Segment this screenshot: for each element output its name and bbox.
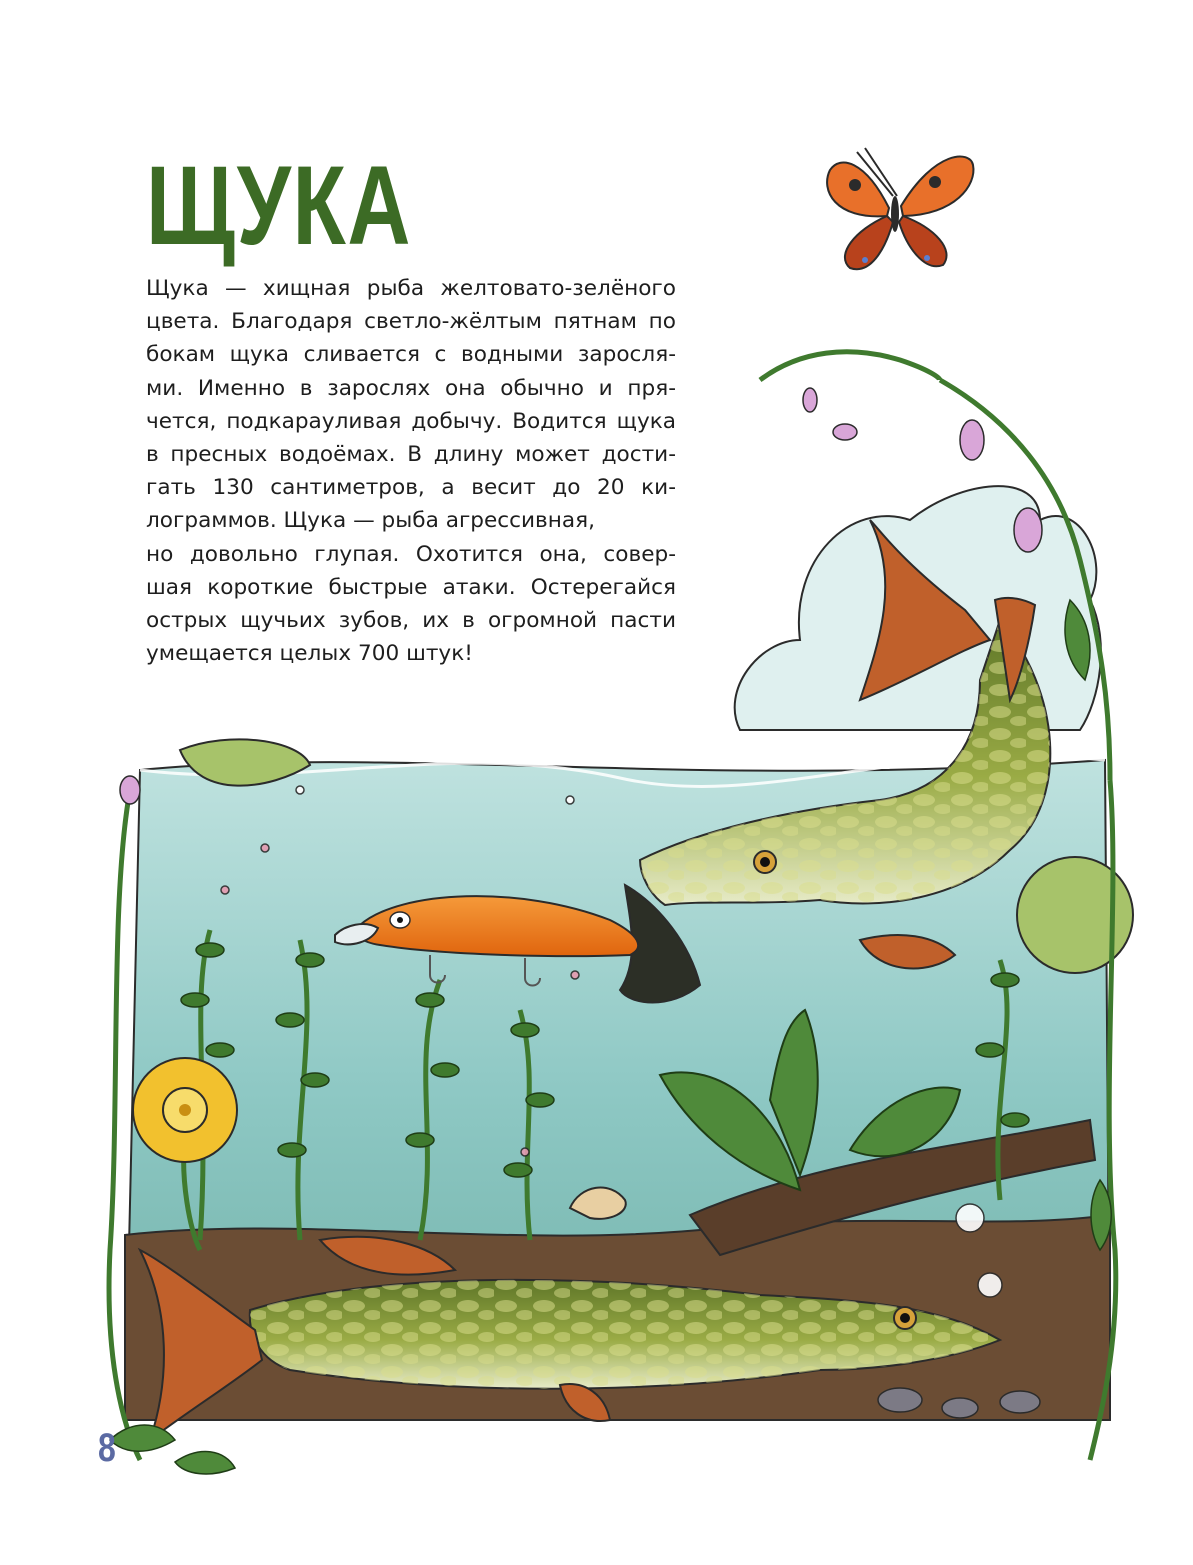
paragraph-line: умещается целых 700 штук! bbox=[146, 641, 473, 667]
paragraph-line: бокам щука сливается с водными заросля- bbox=[146, 342, 676, 368]
page-number: 8 bbox=[98, 1426, 116, 1470]
butterfly-icon bbox=[827, 148, 973, 269]
paragraph-line: лограммов. Щука — рыба агрессивная, bbox=[146, 508, 595, 534]
page-title: ЩУКА bbox=[146, 143, 413, 268]
paragraph-line: в пресных водоёмах. В длину может дости- bbox=[146, 442, 676, 468]
paragraph-line: но довольно глупая. Охотится она, совер- bbox=[146, 541, 676, 567]
paragraph-line: шая короткие быстрые атаки. Остерегайся bbox=[146, 574, 676, 600]
paragraph-line: острых щучьих зубов, их в огромной пасти bbox=[146, 608, 676, 634]
paragraph-line: цвета. Благодаря светло-жёлтым пятнам по bbox=[146, 309, 676, 335]
paragraph-line: Щука — хищная рыба желтовато-зелёного bbox=[146, 276, 676, 301]
paragraph-line: гать 130 сантиметров, а весит до 20 ки- bbox=[146, 475, 676, 501]
paragraph-line: чется, подкарауливая добычу. Водится щука bbox=[146, 408, 676, 434]
paragraph-line: ми. Именно в зарослях она обычно и пря- bbox=[146, 375, 676, 401]
